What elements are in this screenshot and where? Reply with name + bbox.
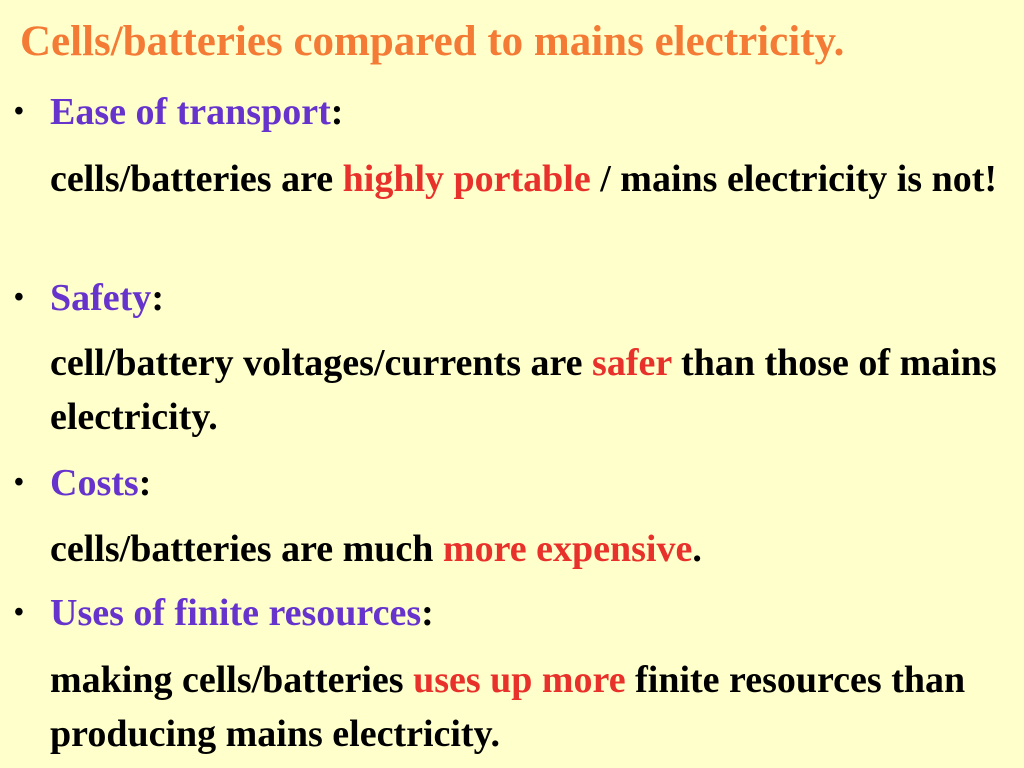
body-text-after: / mains electricity is not! — [590, 158, 998, 200]
heading-colon: : — [330, 91, 344, 133]
body-text-before: cell/battery voltages/currents are — [50, 342, 593, 384]
highlight-text: more expensive — [442, 528, 693, 570]
body-safety — [50, 336, 1022, 444]
heading-term: Safety — [50, 277, 152, 319]
slide-title: Cells/batteries compared to mains electricity. — [20, 18, 845, 65]
heading-colon: : — [138, 462, 152, 504]
body-ease-of-transport — [50, 152, 1022, 206]
body-text-before: making cells/batteries — [50, 659, 414, 701]
bullet-heading-ease-of-transport — [14, 89, 343, 135]
bullet-icon: • — [14, 96, 24, 127]
bullet-icon: • — [14, 597, 24, 628]
bullet-icon: • — [14, 467, 24, 498]
heading-term: Costs — [50, 462, 139, 504]
body-costs — [50, 522, 1022, 576]
highlight-text: uses up more — [413, 659, 626, 701]
body-text-before: cells/batteries are much — [50, 528, 443, 570]
bullet-heading-uses-of-finite-resources — [14, 590, 434, 636]
body-text-after: finite resources than producing mains electricity. — [50, 659, 966, 755]
bullet-icon: • — [14, 282, 24, 313]
body-text-before: cells/batteries are — [50, 158, 343, 200]
heading-term: Uses of finite resources — [50, 592, 422, 634]
highlight-text: safer — [592, 342, 672, 384]
body-text-after: than those of mains electricity. — [50, 342, 997, 438]
bullet-heading-safety — [14, 275, 164, 321]
highlight-text: highly portable — [342, 158, 591, 200]
heading-colon: : — [421, 592, 434, 634]
heading-colon: : — [151, 277, 164, 319]
body-uses-of-finite-resources — [50, 653, 1022, 761]
bullet-heading-costs — [14, 460, 151, 506]
body-text-after: . — [692, 528, 702, 570]
heading-term: Ease of transport — [50, 91, 331, 133]
